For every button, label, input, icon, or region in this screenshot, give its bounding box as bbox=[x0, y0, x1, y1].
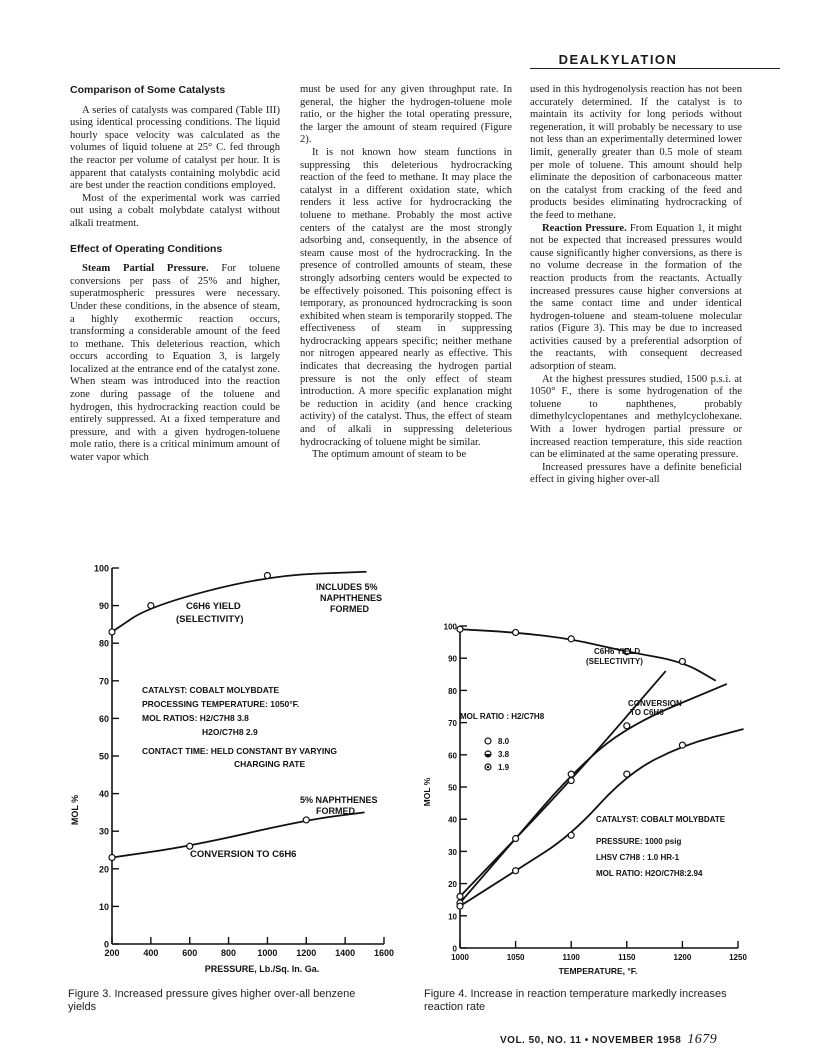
data-point bbox=[264, 573, 270, 579]
data-point bbox=[513, 836, 519, 842]
y-tick-label: 100 bbox=[443, 622, 457, 632]
y-axis-label: MOL % bbox=[422, 777, 432, 807]
conversion-label: TO C6H6 bbox=[630, 708, 664, 717]
ratio-note: MOL RATIOS: H2/C7H8 3.8 bbox=[142, 713, 249, 723]
paragraph bbox=[70, 263, 280, 465]
paragraph: At the highest pressures studied, 1500 p.s.i. at 1050° F., there is some hydrogenation of the toluene to naphthenes, probably dimethylcyclopentanes and methylcyclohexane. With a lower hydrogen partial pressure or increased reaction temperature, this side reaction can be eliminated at the same operating pressure. bbox=[530, 373, 742, 461]
mol-ratio-note: MOL RATIO: H2O/C7H8:2.94 bbox=[596, 869, 703, 878]
data-point bbox=[513, 629, 519, 635]
page-number: 1679 bbox=[687, 1032, 718, 1047]
x-tick-label: 1000 bbox=[257, 948, 278, 958]
heading-operating-conditions: Effect of Operating Conditions bbox=[70, 242, 223, 255]
x-axis-label: PRESSURE, Lb./Sq. In. Ga. bbox=[204, 964, 320, 974]
y-tick-label: 20 bbox=[98, 864, 109, 875]
y-tick-label: 90 bbox=[98, 601, 109, 612]
y-tick-label: 40 bbox=[448, 815, 457, 825]
y-tick-label: 80 bbox=[98, 638, 109, 649]
x-tick-label: 1050 bbox=[506, 953, 525, 962]
legend-item: 1.9 bbox=[498, 763, 510, 772]
data-point bbox=[679, 742, 685, 748]
paragraph: used in this hydrogenolysis reaction has not been accurately determined. If the catalyst is to maintain its activity for long periods without regeneration, it will probably be necessary to use not less than an experimentally determined lower limit, generally greater than 0.5 mole of steam per mole of toluene. This amount should help eliminate the deposition of carbonaceous matter on the catalyst from cracking of the feed and products besides eliminating hydrocracking of the feed to methane. bbox=[530, 84, 742, 221]
conversion-label: CONVERSION TO C6H6 bbox=[190, 849, 297, 860]
y-tick-label: 30 bbox=[448, 847, 457, 857]
temperature-note: PROCESSING TEMPERATURE: 1050°F. bbox=[142, 699, 300, 709]
journal-issue: VOL. 50, NO. 11 • NOVEMBER 1958 bbox=[500, 1035, 682, 1046]
x-tick-label: 1100 bbox=[562, 953, 580, 962]
header-rule bbox=[530, 68, 780, 69]
paragraph: Most of the experimental work was carried out using a cobalt molybdate catalyst without alkali treatment. bbox=[70, 192, 280, 229]
paragraph-text: For toluene conversions per pass of 25% and higher, superatmospheric pressures were necessary. Under these conditions, in the absence of steam, a highly exothermic reaction occurs, transforming a considerable amount of the feed to methane. This deleterious reaction, which occurs according to Equation 3, is largely localized at the entrance end of the catalyst zone. When steam was introduced into the reaction zone during passage of the toluene and hydrogen, this hydrocracking reaction could be entirely suppressed. At a fixed temperature and pressure, and with a given hydrogen-toluene mole ratio, there is a critical minimum amount of water vapor which bbox=[70, 263, 281, 464]
catalyst-note: CATALYST: COBALT MOLYBDATE bbox=[142, 685, 280, 695]
y-tick-label: 0 bbox=[103, 939, 109, 950]
legend-item: 3.8 bbox=[498, 750, 510, 759]
lhsv-note: LHSV C7H8 : 1.0 HR-1 bbox=[596, 853, 680, 862]
contact-time-note: CONTACT TIME: HELD CONSTANT BY VARYING bbox=[142, 746, 338, 756]
data-point bbox=[513, 868, 519, 874]
x-tick-label: 1200 bbox=[296, 948, 317, 958]
x-tick-label: 1400 bbox=[335, 948, 356, 958]
data-point bbox=[109, 855, 115, 861]
data-point bbox=[679, 658, 685, 664]
conversion-label: CONVERSION bbox=[628, 699, 682, 708]
y-tick-label: 0 bbox=[452, 944, 457, 954]
figure-3-caption: Figure 3. Increased pressure gives higher over-all benzene yields bbox=[68, 988, 356, 1013]
x-tick-label: 800 bbox=[221, 948, 237, 958]
naphthenes-note: FORMED bbox=[316, 806, 355, 816]
y-tick-label: 100 bbox=[93, 563, 109, 574]
paragraph: A series of catalysts was compared (Table III) using identical processing conditions. The liquid hourly space velocity was calculated as the volumes of liquid toluene at 25° C. fed through the reactor per volume of catalyst per hour. It is apparent that catalysts containing molybdic acid are best under the reaction conditions employed. bbox=[70, 104, 280, 192]
y-tick-label: 70 bbox=[98, 676, 109, 687]
y-tick-label: 70 bbox=[448, 719, 457, 729]
legend-title: MOL RATIO : H2/C7H8 bbox=[460, 712, 545, 721]
y-axis-label: MOL % bbox=[70, 794, 80, 826]
naphthenes-note: 5% NAPHTHENES bbox=[300, 795, 378, 805]
figure-4 bbox=[418, 612, 754, 980]
page-footer bbox=[500, 1032, 717, 1048]
paragraph bbox=[530, 223, 742, 374]
y-tick-label: 60 bbox=[98, 713, 109, 724]
y-tick-label: 50 bbox=[448, 783, 457, 793]
figure-3-chart bbox=[66, 560, 406, 980]
x-tick-label: 1250 bbox=[729, 953, 747, 962]
legend-item: 8.0 bbox=[498, 737, 510, 746]
x-tick-label: 1600 bbox=[373, 948, 395, 958]
x-tick-label: 600 bbox=[182, 948, 198, 958]
run-in-heading: Steam Partial Pressure. bbox=[82, 263, 209, 275]
includes-note: NAPHTHENES bbox=[320, 593, 383, 603]
y-tick-label: 50 bbox=[98, 751, 109, 762]
ratio-note: H2O/C7H8 2.9 bbox=[202, 727, 258, 737]
data-point bbox=[624, 771, 630, 777]
data-point bbox=[109, 629, 115, 635]
y-tick-label: 90 bbox=[448, 654, 457, 664]
paragraph-text: From Equation 1, it might not be expected that increased pressures would cause significantly higher conversions, as there is no volume decrease in the formation of the reaction products from the reactants. Actually increased pressures cause higher conversions at the same contact time and under identical hydrogen-toluene and steam-toluene molecular ratios (Figure 3). This may be due to increased activities caused by a preferential adsorption of the reactants, with consequent decreased adsorption of steam. bbox=[530, 222, 742, 373]
x-axis-label: TEMPERATURE, °F. bbox=[558, 966, 638, 976]
x-tick-label: 400 bbox=[143, 948, 159, 958]
section-header: DEALKYLATION bbox=[558, 52, 678, 67]
y-tick-label: 60 bbox=[448, 751, 457, 761]
run-in-heading: Reaction Pressure. bbox=[542, 222, 627, 234]
y-tick-label: 40 bbox=[98, 789, 109, 800]
includes-note: INCLUDES 5% bbox=[316, 582, 378, 592]
y-tick-label: 10 bbox=[448, 912, 457, 922]
column-3 bbox=[530, 84, 742, 487]
column-2 bbox=[300, 84, 512, 462]
data-point bbox=[457, 626, 463, 632]
figure-3 bbox=[66, 560, 406, 980]
yield-label: C6H6 YIELD bbox=[594, 647, 641, 656]
paragraph: Increased pressures have a definite beneficial effect in giving higher over-all bbox=[530, 461, 742, 486]
x-tick-label: 1150 bbox=[618, 953, 636, 962]
data-point bbox=[568, 832, 574, 838]
heading-catalysts: Comparison of Some Catalysts bbox=[70, 84, 226, 96]
data-point bbox=[568, 771, 574, 777]
series-line bbox=[460, 629, 716, 681]
paragraph: It is not known how steam functions in suppressing this deleterious hydrocracking reaction of the feed to methane. It may place the catalyst in a different oxidation state, which renders it less active for hydrocracking the toluene to methane. Probably the most active centers of the catalyst are the most strongly adsorbing and, consequently, in the absence of steam cause most of the hydrocracking. In the presence of controlled amounts of steam, these strongly adsorbing centers would be expected to be effectively poisoned. This poisoning effect is temporary, as pronounced hydrocracking is soon exhibited when steam is temporarily stopped. The effectiveness of steam in suppressing hydrocracking appears specific; neither methane nor nitrogen appeared nearly as effective. This indicates that decreasing the hydrogen partial pressure is not the only effect of steam introduction. A more specific explanation might be reduction in acidity (and hence cracking activity) of the catalyst. Thus, the effect of steam and of alkali in suppressing deleterious hydrocracking of toluene might be similar. bbox=[300, 146, 512, 448]
data-point bbox=[148, 603, 154, 609]
paragraph: must be used for any given throughput rate. In general, the higher the hydrogen-toluene mole ratio, or the higher the total operating pressure, the larger the amount of steam required (Figure 2). bbox=[300, 84, 512, 146]
selectivity-label: (SELECTIVITY) bbox=[586, 657, 643, 666]
data-point bbox=[624, 723, 630, 729]
contact-time-note: CHARGING RATE bbox=[234, 759, 306, 769]
catalyst-note: CATALYST: COBALT MOLYBDATE bbox=[596, 815, 726, 824]
figure-4-caption: Figure 4. Increase in reaction temperature markedly increases reaction rate bbox=[424, 988, 727, 1013]
pressure-note: PRESSURE: 1000 psig bbox=[596, 837, 682, 846]
y-tick-label: 20 bbox=[448, 880, 457, 890]
yield-label: C6H6 YIELD bbox=[186, 601, 241, 612]
paragraph: The optimum amount of steam to be bbox=[312, 449, 467, 461]
y-tick-label: 30 bbox=[98, 826, 109, 837]
data-point bbox=[457, 903, 463, 909]
x-tick-label: 200 bbox=[104, 948, 120, 958]
legend-marker-open bbox=[485, 738, 491, 744]
selectivity-label: (SELECTIVITY) bbox=[176, 614, 244, 625]
figure-4-chart bbox=[418, 612, 754, 980]
data-point bbox=[303, 817, 309, 823]
y-tick-label: 10 bbox=[98, 901, 109, 912]
includes-note: FORMED bbox=[330, 604, 369, 614]
y-tick-label: 80 bbox=[448, 686, 457, 696]
data-point bbox=[457, 893, 463, 899]
x-tick-label: 1000 bbox=[451, 953, 469, 962]
column-1 bbox=[70, 84, 280, 465]
data-point bbox=[568, 636, 574, 642]
legend-marker-dot-center bbox=[487, 766, 490, 769]
x-tick-label: 1200 bbox=[673, 953, 692, 962]
